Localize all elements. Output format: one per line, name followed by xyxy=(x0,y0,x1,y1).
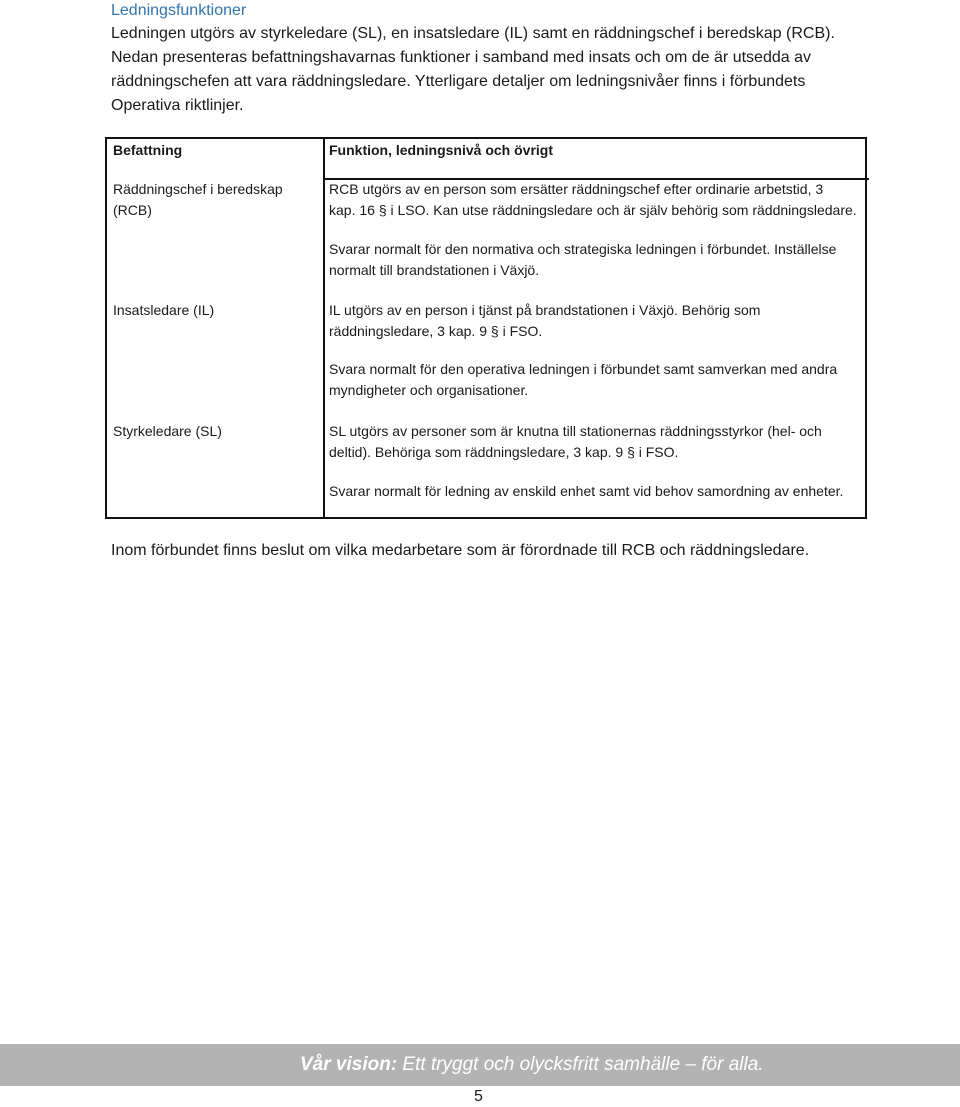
table-row-role xyxy=(113,300,313,321)
function-line: deltid). Behöriga som räddningsledare, 3 kap. 9 § i FSO. xyxy=(329,444,679,460)
function-line: SL utgörs av personer som är knutna till stationernas räddningsstyrkor (hel- och xyxy=(329,423,822,439)
role-line: Räddningschef i beredskap xyxy=(113,181,283,197)
table-row-function-note xyxy=(329,481,861,502)
table-row-function xyxy=(329,179,861,221)
intro-line: Operativa riktlinjer. xyxy=(111,97,244,114)
function-line: RCB utgörs av en person som ersätter räddningschef efter ordinarie arbetstid, 3 xyxy=(329,181,824,197)
intro-line: Ledningen utgörs av styrkeledare (SL), en insatsledare (IL) samt en räddningschef i beredskap (RCB). xyxy=(111,25,835,42)
section-heading: Ledningsfunktioner xyxy=(111,2,247,19)
intro-paragraph xyxy=(111,22,851,118)
role-line: Styrkeledare (SL) xyxy=(113,423,222,439)
table-column-divider xyxy=(323,139,325,517)
function-line: Svarar normalt för den normativa och strategiska ledningen i förbundet. Inställelse xyxy=(329,241,837,257)
vision-statement: Ett tryggt och olycksfritt samhälle – för alla. xyxy=(397,1054,764,1075)
function-line: Svara normalt för den operativa ledningen i förbundet samt samverkan med andra xyxy=(329,361,838,377)
roles-table xyxy=(105,137,867,519)
table-header-function: Funktion, ledningsnivå och övrigt xyxy=(329,142,554,158)
intro-line: räddningschefen att vara räddningsledare. Ytterligare detaljer om ledningsnivåer finns i förbundets xyxy=(111,73,806,90)
table-row-function xyxy=(329,421,861,463)
table-row-function-note xyxy=(329,359,861,401)
closing-paragraph: Inom förbundet finns beslut om vilka medarbetare som är förordnade till RCB och räddningsledare. xyxy=(111,542,810,559)
intro-line: Nedan presenteras befattningshavarnas funktioner i samband med insats och om de är utsedda av xyxy=(111,49,811,66)
function-line: Svarar normalt för ledning av enskild enhet samt vid behov samordning av enheter. xyxy=(329,483,844,499)
table-header-role: Befattning xyxy=(113,142,183,158)
function-line: IL utgörs av en person i tjänst på brandstationen i Växjö. Behörig som xyxy=(329,302,761,318)
page-number: 5 xyxy=(474,1088,483,1105)
table-row-function-note xyxy=(329,239,861,281)
function-line: myndigheter och organisationer. xyxy=(329,382,529,398)
table-row-role xyxy=(113,421,313,442)
function-line: räddningsledare, 3 kap. 9 § i FSO. xyxy=(329,323,543,339)
vision-banner-text xyxy=(300,1053,764,1077)
role-line: Insatsledare (IL) xyxy=(113,302,215,318)
table-row-function xyxy=(329,300,861,342)
function-line: normalt till brandstationen i Växjö. xyxy=(329,262,540,278)
role-line: (RCB) xyxy=(113,202,152,218)
vision-banner xyxy=(0,1044,960,1086)
table-row-role xyxy=(113,179,313,221)
vision-label: Vår vision: xyxy=(300,1054,398,1075)
function-line: kap. 16 § i LSO. Kan utse räddningsledare och är själv behörig som räddningsledare. xyxy=(329,202,857,218)
